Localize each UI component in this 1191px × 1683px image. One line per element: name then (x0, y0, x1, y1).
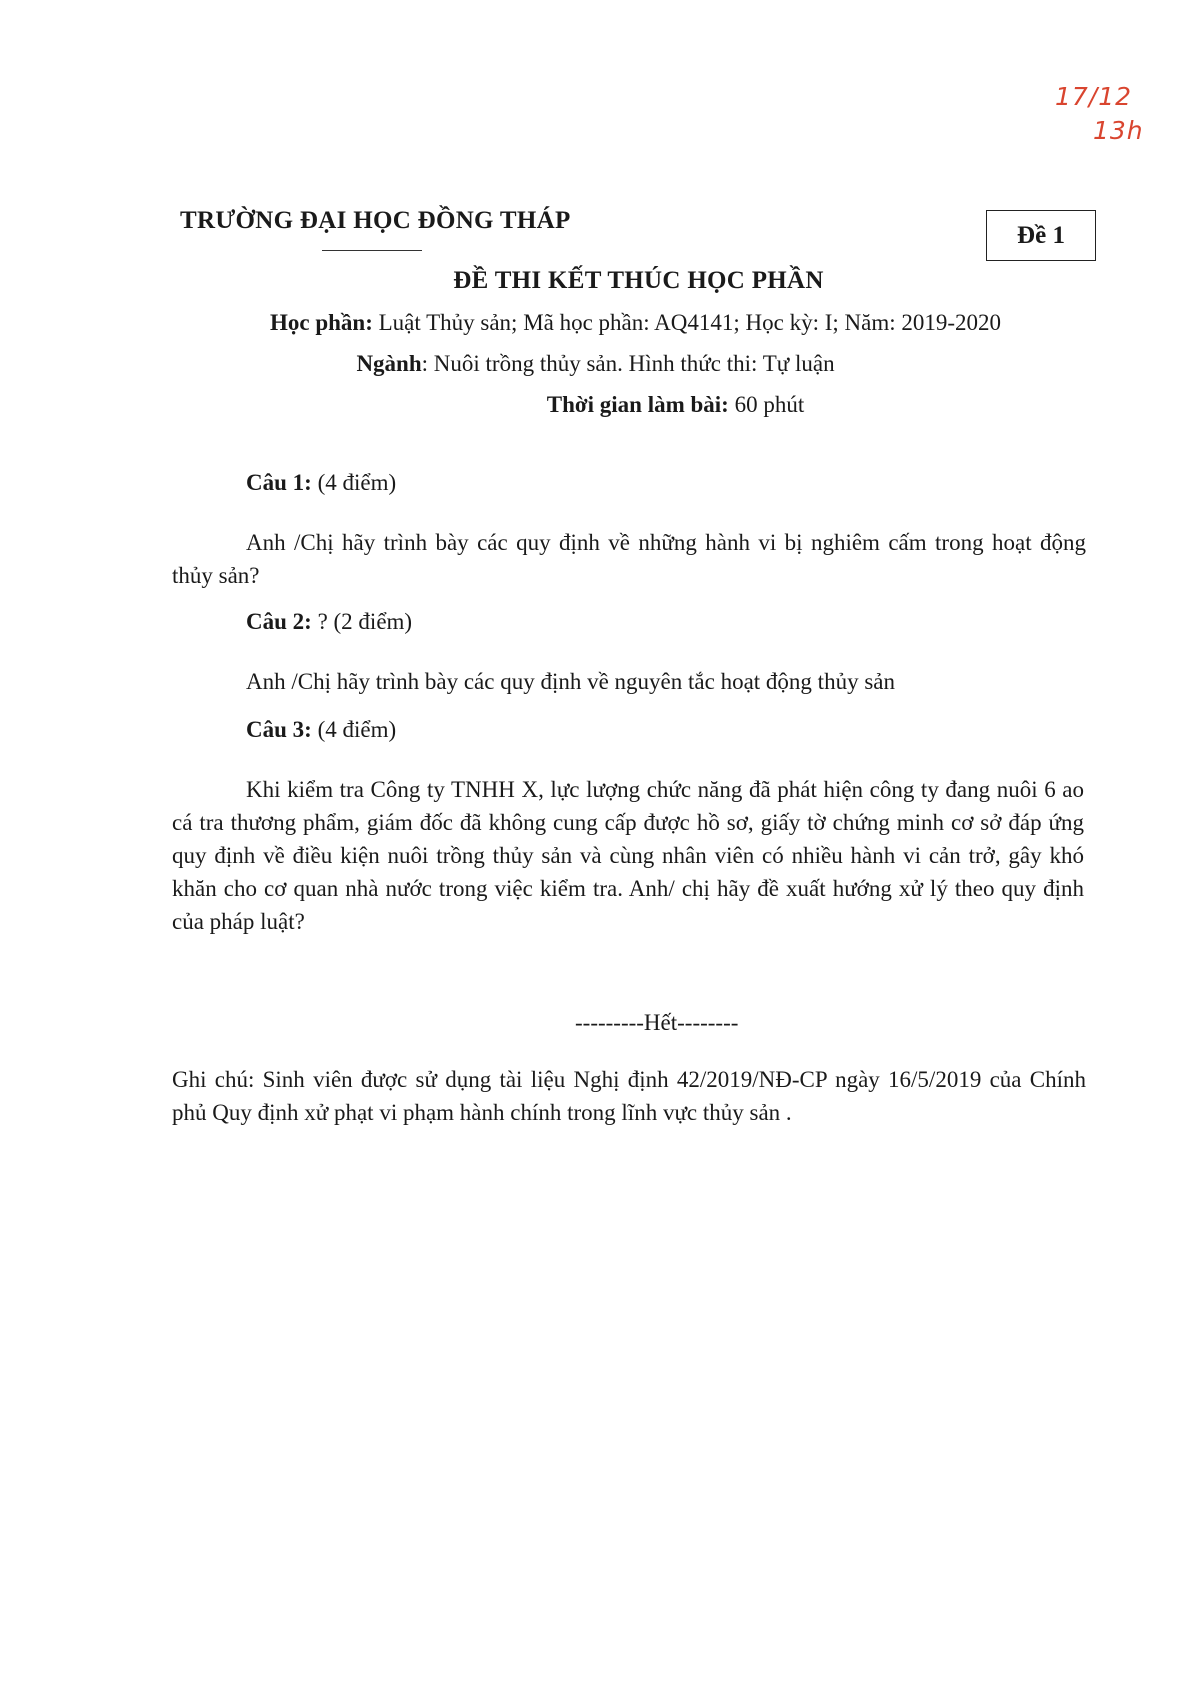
exam-code: Đề 1 (1017, 221, 1065, 249)
question-1-heading (246, 470, 396, 496)
course-line (0, 310, 1191, 336)
course-value: Luật Thủy sản; Mã học phần: AQ4141; Học kỳ: I; Năm: 2019-2020 (372, 310, 1002, 335)
course-label: Học phần: (269, 310, 373, 335)
handwritten-date: 17/12 (1055, 82, 1133, 111)
major-line (0, 351, 1191, 377)
end-mark: ---------Hết-------- (575, 1010, 739, 1035)
question-2-heading (246, 609, 412, 635)
duration-label: Thời gian làm bài: (546, 392, 729, 417)
duration-value: 60 phút (728, 392, 805, 417)
question-2-points: ? (2 điểm) (311, 609, 413, 634)
major-label: Ngành (356, 351, 422, 376)
school-name: TRƯỜNG ĐẠI HỌC ĐỒNG THÁP (180, 207, 571, 234)
exam-title: ĐỀ THI KẾT THÚC HỌC PHẦN (453, 267, 824, 294)
question-3-text: Khi kiểm tra Công ty TNHH X, lực lượng chức năng đã phát hiện công ty đang nuôi 6 ao cá tra thương phẩm, giám đốc đã không cung cấp được hồ sơ, giấy tờ chứng minh cơ sở đáp ứng quy định về điều kiện nuôi trồng thủy sản và cùng nhân viên có nhiều hành vi cản trở, gây khó khăn cho cơ quan nhà nước trong việc kiểm tra. Anh/ chị hãy đề xuất hướng xử lý theo quy định của pháp luật? (172, 777, 1084, 934)
note-text: Ghi chú: Sinh viên được sử dụng tài liệu Nghị định 42/2019/NĐ-CP ngày 16/5/2019 của Chính phủ Quy định xử phạt vi phạm hành chính trong lĩnh vực thủy sản . (172, 1067, 1086, 1125)
question-1-label: Câu 1: (246, 470, 312, 495)
question-3-heading (246, 717, 396, 743)
question-3-points: (4 điểm) (311, 717, 397, 742)
exam-code-box (986, 210, 1096, 261)
question-2-text: Anh /Chị hãy trình bày các quy định về nguyên tắc hoạt động thủy sản (246, 669, 895, 694)
question-1-text: Anh /Chị hãy trình bày các quy định về những hành vi bị nghiêm cấm trong hoạt động thủy sản? (172, 530, 1086, 588)
school-underline-divider (322, 250, 422, 251)
question-1-points: (4 điểm) (311, 470, 397, 495)
duration-line (0, 392, 1191, 418)
question-3-label: Câu 3: (246, 717, 312, 742)
question-2-label: Câu 2: (246, 609, 312, 634)
major-value: : Nuôi trồng thủy sản. Hình thức thi: Tự luận (421, 351, 835, 376)
handwritten-time: 13h (1093, 116, 1144, 145)
